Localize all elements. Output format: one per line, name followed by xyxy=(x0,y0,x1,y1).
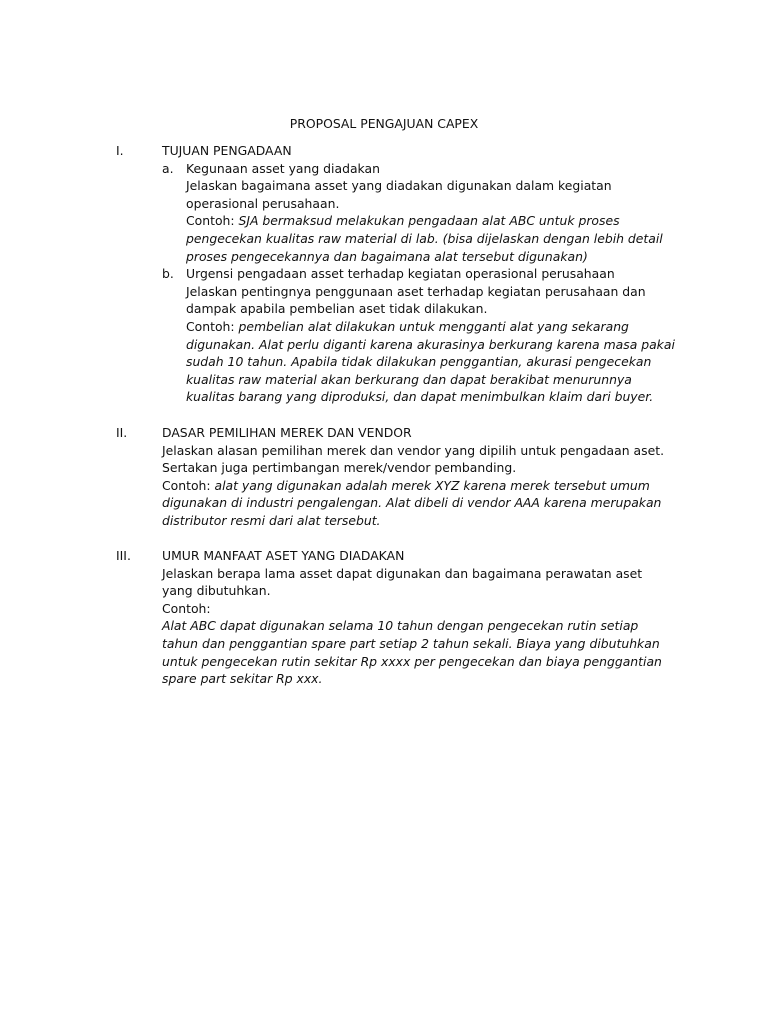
subsection-heading: Urgensi pengadaan asset terhadap kegiatan operasional perusahaan xyxy=(186,266,615,282)
example-text: alat yang digunakan adalah merek XYZ karena merek tersebut umum digunakan di industri pengalengan. Alat dibeli di vendor AAA karena merupakan distributor resmi dari alat tersebut. xyxy=(162,477,662,528)
subsection-letter: a. xyxy=(162,160,174,176)
subsection-heading: Kegunaan asset yang diadakan xyxy=(186,160,380,176)
subsection-letter: b. xyxy=(162,266,174,282)
example-text: Alat ABC dapat digunakan selama 10 tahun dengan pengecekan rutin setiap tahun dan penggantian spare part setiap 2 tahun sekali. Biaya yang dibutuhkan untuk pengecekan rutin sekitar Rp xxxx per pengecekan dan biaya penggantian spare part sekitar Rp xxx. xyxy=(162,618,662,687)
example-paragraph xyxy=(186,212,676,265)
section-numeral: I. xyxy=(116,143,124,158)
subsection-description: Jelaskan pentingnya penggunaan aset terhadap kegiatan perusahaan dan dampak apabila pembelian aset tidak dilakukan. xyxy=(186,283,646,317)
subsection-kegunaan xyxy=(162,160,676,266)
example-label: Contoh: xyxy=(186,213,239,229)
subsection-description: Jelaskan bagaimana asset yang diadakan digunakan dalam kegiatan operasional perusahaan. xyxy=(186,178,612,211)
section-description: Jelaskan berapa lama asset dapat digunakan dan bagaimana perawatan aset yang dibutuhkan. xyxy=(162,565,643,599)
example-paragraph xyxy=(186,318,676,406)
section-heading: TUJUAN PENGADAAN xyxy=(162,143,292,158)
subsection-urgensi xyxy=(162,265,676,406)
example-text: SJA bermaksud melakukan pengadaan alat ABC untuk proses pengecekan kualitas raw material di lab. (bisa dijelaskan dengan lebih detail proses pengecekannya dan bagaimana alat tersebut digunakan) xyxy=(186,213,663,264)
section-dasar-pemilihan xyxy=(116,424,676,530)
example-label: Contoh: xyxy=(162,600,211,616)
section-tujuan-pengadaan xyxy=(116,142,676,406)
document-title: PROPOSAL PENGAJUAN CAPEX xyxy=(289,116,479,131)
section-heading: DASAR PEMILIHAN MEREK DAN VENDOR xyxy=(162,425,412,440)
example-text: pembelian alat dilakukan untuk mengganti alat yang sekarang digunakan. Alat perlu diganti karena akurasinya berkurang karena masa pakai sudah 10 tahun. Apabila tidak dilakukan penggantian, akurasi pengecekan kualitas raw material akan berkurang dan dapat berakibat menurunnya kualitas barang yang diproduksi, dan dapat menimbulkan klaim dari buyer. xyxy=(186,318,675,405)
section-umur-manfaat xyxy=(116,547,676,688)
example-paragraph xyxy=(162,477,676,530)
section-heading: UMUR MANFAAT ASET YANG DIADAKAN xyxy=(162,548,405,563)
example-label: Contoh: xyxy=(162,477,215,493)
example-label: Contoh: xyxy=(186,318,239,334)
section-numeral: III. xyxy=(116,548,131,563)
section-numeral: II. xyxy=(116,425,128,440)
section-description: Jelaskan alasan pemilihan merek dan vendor yang dipilih untuk pengadaan aset. Sertakan juga pertimbangan merek/vendor pembanding. xyxy=(162,442,665,476)
